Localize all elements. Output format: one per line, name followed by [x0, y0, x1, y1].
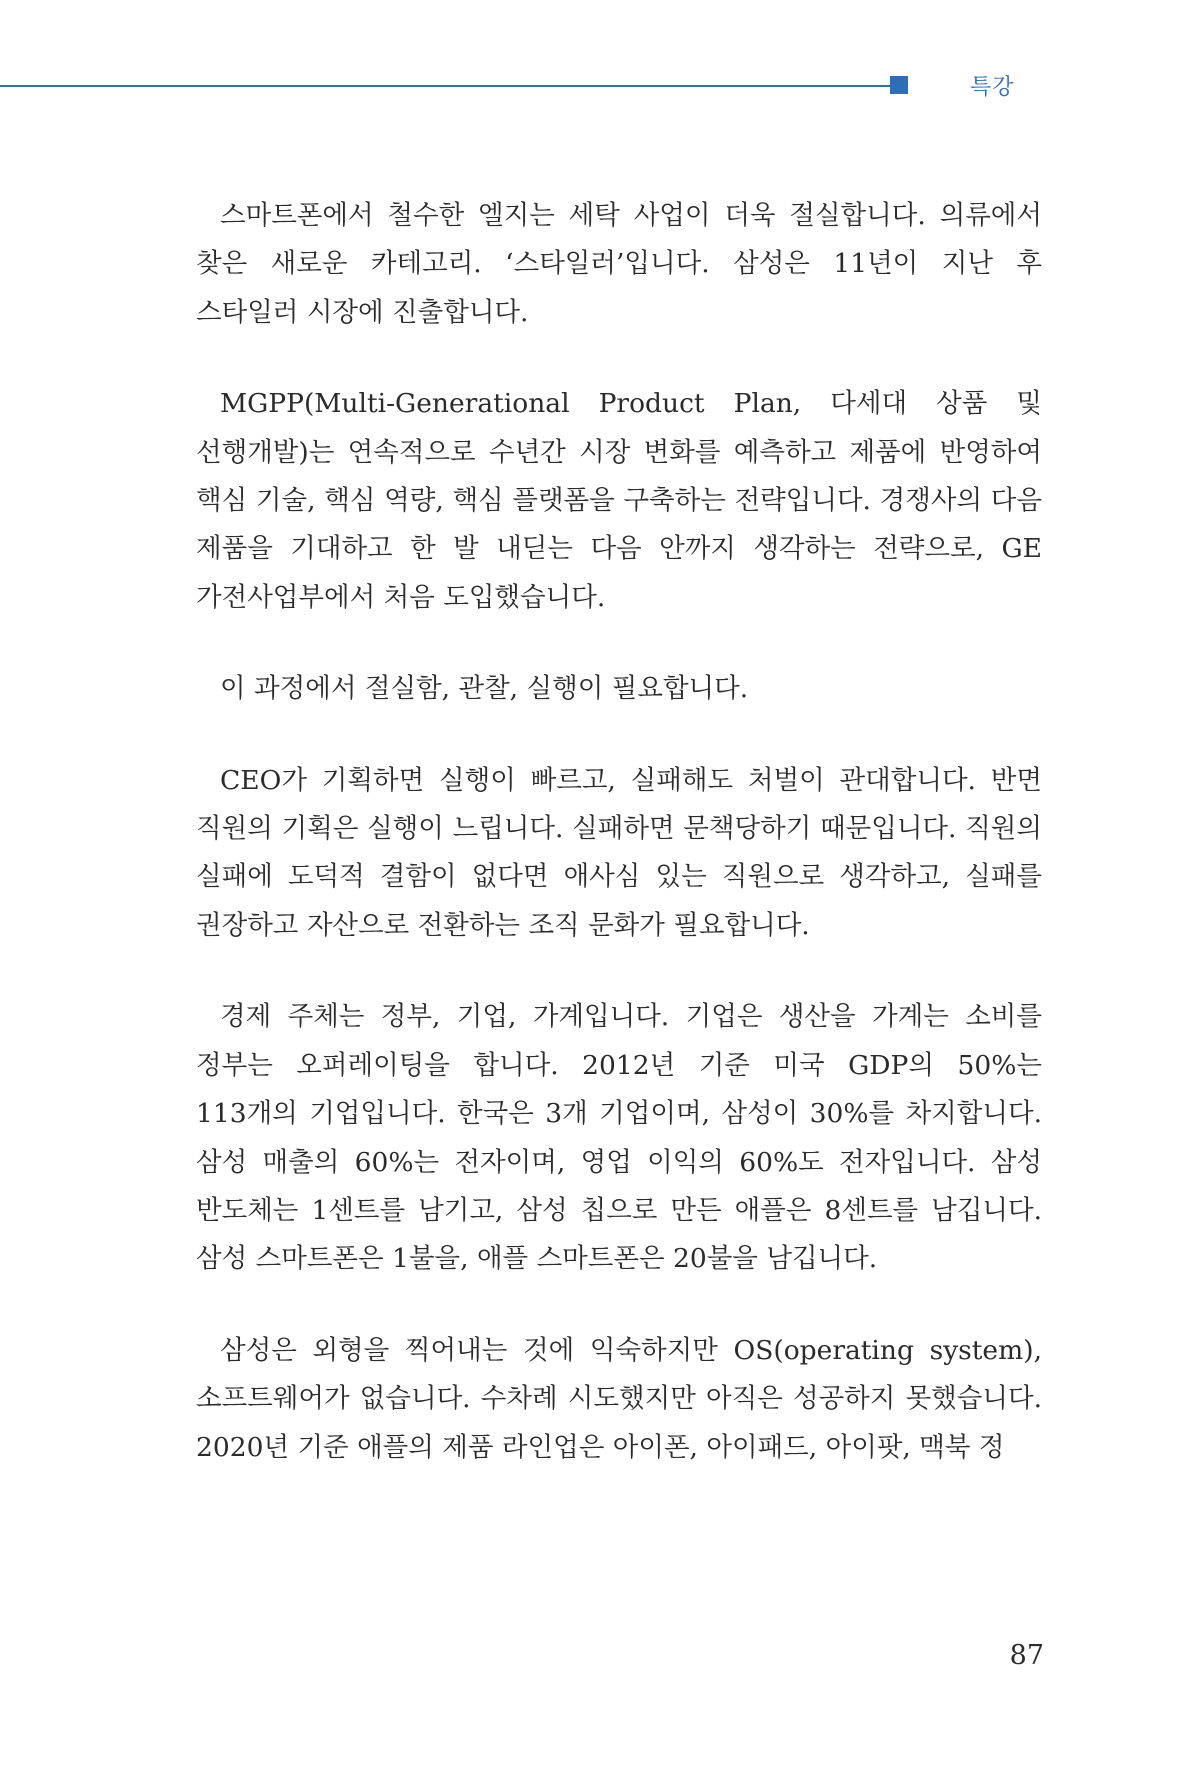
- paragraph-ceo: CEO가 기획하면 실행이 빠르고, 실패해도 처벌이 관대합니다. 반면 직원의 기획은 실행이 느립니다. 실패하면 문책당하기 때문입니다. 직원의 실패에 도덕적 결함이 없다면 애사심 있는 직원으로 생각하고, 실패를 권장하고 자산으로 전환하는 조직 문화가 필요합니다.: [196, 764, 1042, 941]
- paragraph-process: 이 과정에서 절실함, 관찰, 실행이 필요합니다.: [220, 673, 749, 705]
- header-rule: [0, 85, 895, 87]
- paragraph-mgpp: MGPP(Multi-Generational Product Plan, 다세대 상품 및 선행개발)는 연속적으로 수년간 시장 변화를 예측하고 제품에 반영하여 핵심 기술, 핵심 역량, 핵심 플랫폼을 구축하는 전략입니다. 경쟁사의 다음 제품을 기대하고 한 발 내딛는 다음 안까지 생각하는 전략으로, GE 가전사업부에서 처음 도입했습니다.: [196, 388, 1042, 613]
- page-number: 87: [1009, 1640, 1044, 1671]
- paragraph-samsung-os: 삼성은 외형을 찍어내는 것에 익숙하지만 OS(operating system), 소프트웨어가 없습니다. 수차례 시도했지만 아직은 성공하지 못했습니다. 2020년 기준 애플의 제품 라인업은 아이폰, 아이패드, 아이팟, 맥북 정: [196, 1334, 1042, 1463]
- body-text: [196, 192, 1042, 1515]
- header-square-marker: [890, 76, 908, 94]
- section-title: 특강: [970, 75, 1015, 100]
- paragraph-economy: 경제 주체는 정부, 기업, 가계입니다. 기업은 생산을 가계는 소비를 정부는 오퍼레이팅을 합니다. 2012년 기준 미국 GDP의 50%는 113개의 기업입니다. 한국은 3개 기업이며, 삼성이 30%를 차지합니다. 삼성 매출의 60%는 전자이며, 영업 이익의 60%도 전자입니다. 삼성 반도체는 1센트를 남기고, 삼성 칩으로 만든 애플은 8센트를 남깁니다. 삼성 스마트폰은 1불을, 애플 스마트폰은 20불을 남깁니다.: [196, 1001, 1042, 1275]
- paragraph-styler: 스마트폰에서 철수한 엘지는 세탁 사업이 더욱 절실합니다. 의류에서 찾은 새로운 카테고리. ‘스타일러’입니다. 삼성은 11년이 지난 후 스타일러 시장에 진출합니다.: [196, 200, 1042, 328]
